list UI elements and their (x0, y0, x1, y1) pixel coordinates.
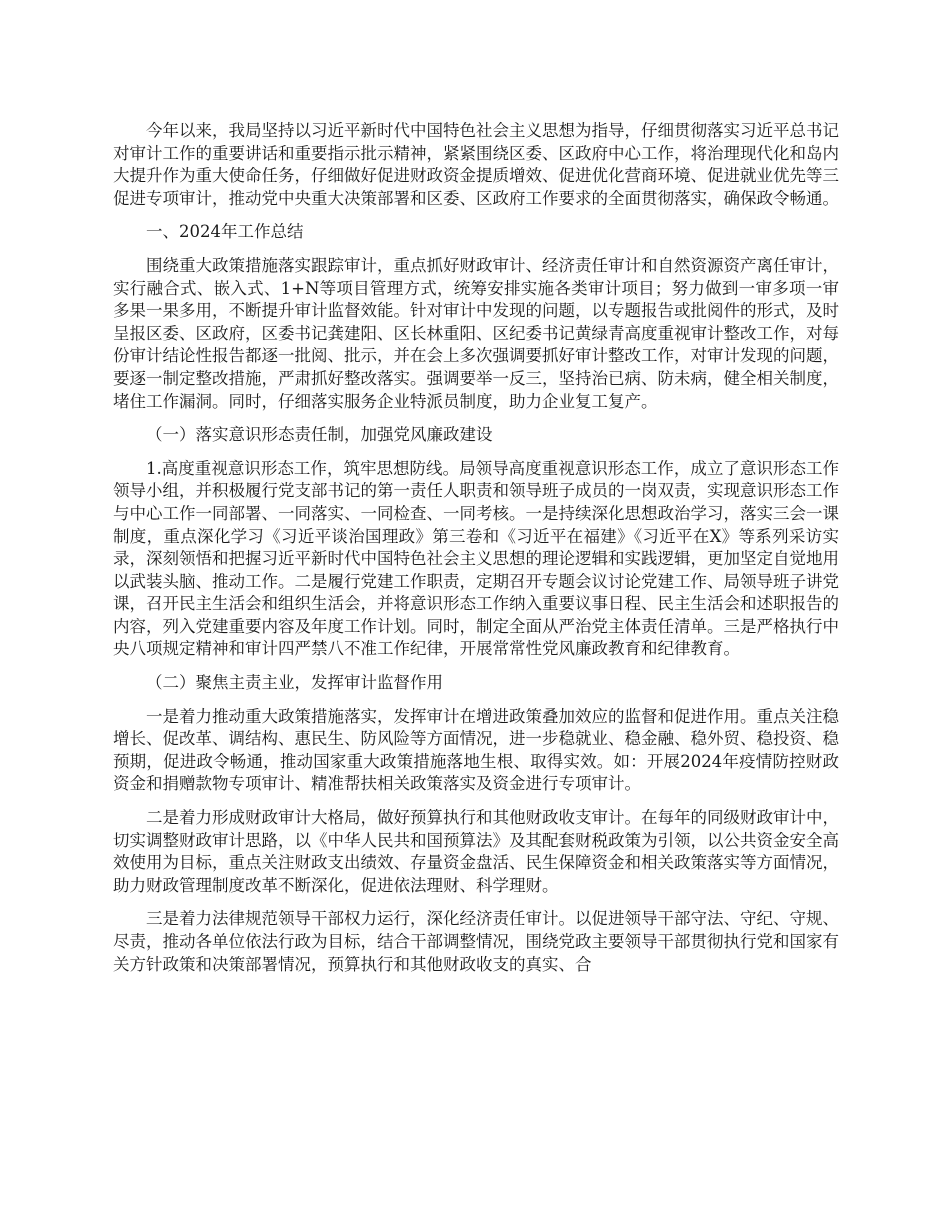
document-page (113, 120, 839, 987)
summary-paragraph: 围绕重大政策措施落实跟踪审计，重点抓好财政审计、经济责任审计和自然资源资产离任审计，实行融合式、嵌入式、1+N等项目管理方式，统筹安排实施各类审计项目；努力做到一审多项一审多果一果多用，不断提升审计监督效能。针对审计中发现的问题，以专题报告或批阅件的形式，及时呈报区委、区政府，区委书记龚建阳、区长林重阳、区纪委书记黄绿青高度重视审计整改工作，对每份审计结论性报告都逐一批阅、批示，并在会上多次强调要抓好审计整改工作，对审计发现的问题，要逐一制定整改措施，严肃抓好整改落实。强调要举一反三，坚持治已病、防未病，健全相关制度，堵住工作漏洞。同时，仔细落实服务企业特派员制度，助力企业复工复产。 (113, 255, 839, 411)
intro-paragraph: 今年以来，我局坚持以习近平新时代中国特色社会主义思想为指导，仔细贯彻落实习近平总书记对审计工作的重要讲话和重要指示批示精神，紧紧围绕区委、区政府中心工作，将治理现代化和岛内大提升作为重大使命任务，仔细做好促进财政资金提质增效、促进优化营商环境、促进就业优先等三促进专项审计，推动党中央重大决策部署和区委、区政府工作要求的全面贯彻落实，确保政令畅通。 (113, 121, 839, 208)
section-heading-2024-summary: 一、2024年工作总结 (146, 222, 304, 242)
economic-responsibility-paragraph: 三是着力法律规范领导干部权力运行，深化经济责任审计。以促进领导干部守法、守纪、守规、尽责，推动各单位依法行政为目标，结合干部调整情况，围绕党政主要领导干部贯彻执行党和国家有关方针政策和决策部署情况，预算执行和其他财政收支的真实、合 (113, 909, 839, 974)
ideology-paragraph: 1.高度重视意识形态工作，筑牢思想防线。局领导高度重视意识形态工作，成立了意识形态工作领导小组，并积极履行党支部书记的第一责任人职责和领导班子成员的一岗双责，实现意识形态工作与中心工作一同部署、一同落实、一同检查、一同考核。一是持续深化思想政治学习，落实三会一课制度，重点深化学习《习近平谈治国理政》第三卷和《习近平在福建》《习近平在X》等系列采访实录，深刻领悟和把握习近平新时代中国特色社会主义思想的理论逻辑和实践逻辑，更加坚定自觉地用以武装头脑、推动工作。二是履行党建工作职责，定期召开专题会议讨论党建工作、局领导班子讲党课，召开民主生活会和组织生活会，并将意识形态工作纳入重要议事日程、民主生活会和述职报告的内容，列入党建重要内容及年度工作计划。同时，制定全面从严治党主体责任清单。三是严格执行中央八项规定精神和审计四严禁八不准工作纪律，开展常常性党风廉政教育和纪律教育。 (113, 458, 839, 659)
subsection-heading-1: （一）落实意识形态责任制，加强党风廉政建设 (146, 425, 493, 445)
subsection-heading-2: （二）聚焦主责主业，发挥审计监督作用 (146, 673, 443, 693)
finance-audit-paragraph: 二是着力形成财政审计大格局，做好预算执行和其他财政收支审计。在每年的同级财政审计中，切实调整财政审计思路，以《中华人民共和国预算法》及其配套财税政策为引领，以公共资金安全高效使用为目标，重点关注财政支出绩效、存量资金盘活、民生保障资金和相关政策落实等方面情况，助力财政管理制度改革不断深化，促进依法理财、科学理财。 (113, 808, 839, 895)
policy-paragraph: 一是着力推动重大政策措施落实，发挥审计在增进政策叠加效应的监督和促进作用。重点关注稳增长、促改革、调结构、惠民生、防风险等方面情况，进一步稳就业、稳金融、稳外贸、稳投资、稳预期，促进政令畅通，推动国家重大政策措施落地生根、取得实效。如：开展2024年疫情防控财政资金和捐赠款物专项审计、精准帮扶相关政策落实及资金进行专项审计。 (113, 706, 839, 794)
